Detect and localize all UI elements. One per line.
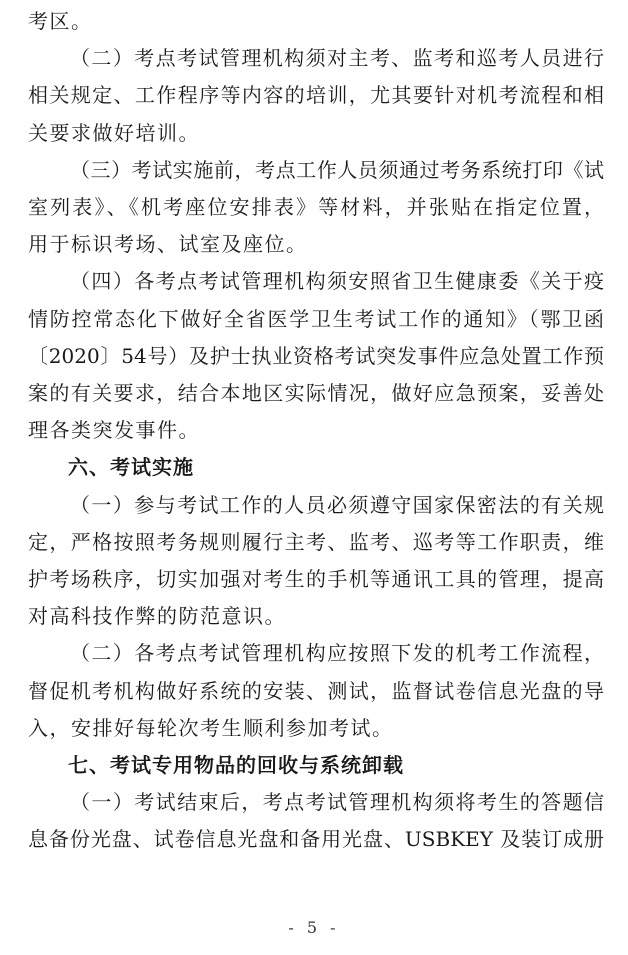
text-line: 室列表》、《机考座位安排表》等材料，并张贴在指定位置，	[28, 195, 604, 219]
text-line: 案的有关要求，结合本地区实际情况，做好应急预案，妥善处	[28, 381, 604, 405]
text-line: 对高科技作弊的防范意识。	[28, 604, 286, 629]
text-line: 定，严格按照考务规则履行主考、监考、巡考等工作职责，维	[28, 529, 604, 554]
text-line: 护考场秩序，切实加强对考生的手机等通讯工具的管理，提高	[28, 567, 604, 591]
text-line: 督促机考机构做好系统的安装、测试，监督试卷信息光盘的导	[28, 678, 604, 703]
text-line: （二）各考点考试管理机构应按照下发的机考工作流程，	[70, 641, 604, 666]
text-line: 相关规定、工作程序等内容的培训，尤其要针对机考流程和相	[28, 83, 604, 108]
text-line: （三）考试实施前，考点工作人员须通过考务系统打印《试	[70, 157, 604, 182]
text-line: （一）参与考试工作的人员必须遵守国家保密法的有关规	[70, 492, 604, 517]
text-line: （一）考试结束后，考点考试管理机构须将考生的答题信	[70, 790, 604, 815]
text-line: 关要求做好培训。	[28, 120, 200, 145]
page-number: - 5 -	[288, 918, 340, 937]
text-line: 考区。	[28, 9, 93, 33]
text-line: 理各类突发事件。	[28, 418, 200, 443]
text-line: 情防控常态化下做好全省医学卫生考试工作的通知》（鄂卫函	[28, 306, 604, 331]
text-line: （四）各考点考试管理机构须安照省卫生健康委《关于疫	[70, 269, 604, 294]
text-line: （二）考点考试管理机构须对主考、监考和巡考人员进行	[70, 46, 604, 71]
section-heading: 六、考试实施	[68, 455, 194, 480]
section-heading: 七、考试专用物品的回收与系统卸载	[68, 753, 404, 777]
text-line: 息备份光盘、试卷信息光盘和备用光盘、USBKEY 及装订成册	[28, 827, 604, 852]
text-line: 〔2020〕54号）及护士执业资格考试突发事件应急处置工作预	[28, 343, 604, 368]
text-line: 用于标识考场、试室及座位。	[28, 232, 308, 257]
text-line: 入，安排好每轮次考生顺利参加考试。	[28, 715, 394, 740]
